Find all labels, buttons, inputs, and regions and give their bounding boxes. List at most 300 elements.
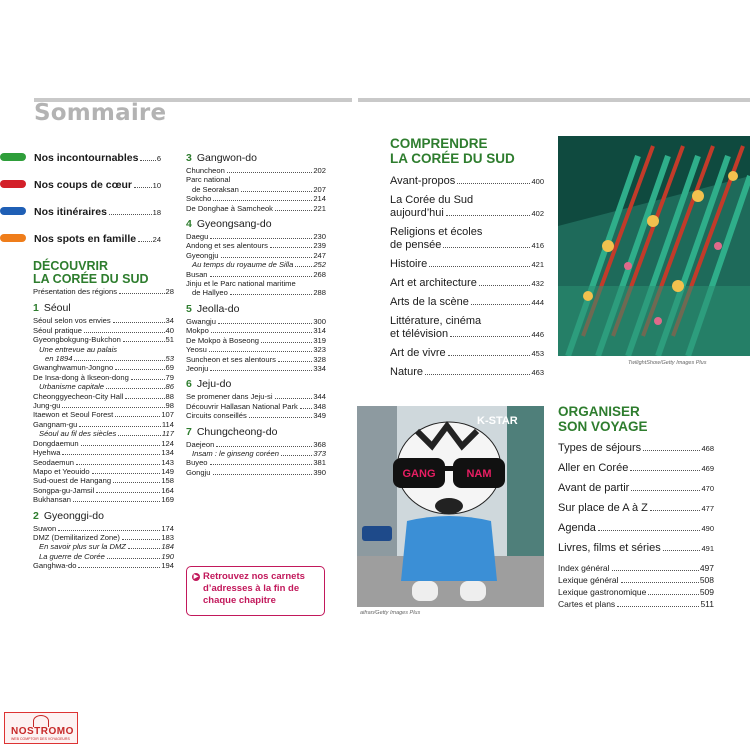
dot-leader bbox=[249, 417, 313, 418]
region-heading[interactable] bbox=[186, 426, 326, 439]
toc-entry-title: De Donghae à Samcheok bbox=[186, 203, 273, 213]
dot-leader bbox=[221, 257, 313, 258]
highlight-page: 6 bbox=[156, 154, 161, 163]
toc-entry-page: 53 bbox=[165, 354, 174, 364]
toc-entry[interactable] bbox=[390, 258, 544, 271]
dot-leader bbox=[78, 567, 160, 568]
dot-leader bbox=[115, 369, 164, 370]
toc-entry-page: 432 bbox=[531, 279, 544, 288]
dot-leader bbox=[278, 361, 312, 362]
kstar-sign: K-STAR bbox=[477, 415, 518, 427]
temple-photo-credit: TwilightShow/Getty Images Plus bbox=[628, 360, 707, 366]
toc-entry-title: Livres, films et séries bbox=[558, 542, 661, 554]
dot-leader bbox=[79, 426, 161, 427]
toc-entry-page: 402 bbox=[531, 209, 544, 218]
highlight-page: 24 bbox=[152, 235, 161, 244]
toc-entry[interactable] bbox=[33, 363, 174, 372]
toc-entry-title: DMZ (Demilitarized Zone) bbox=[33, 532, 120, 542]
region-heading[interactable] bbox=[33, 302, 174, 315]
toc-entry[interactable] bbox=[186, 392, 326, 401]
toc-entry-page: 349 bbox=[313, 411, 326, 421]
region-name: Jeolla-do bbox=[196, 302, 240, 315]
toc-entry[interactable] bbox=[390, 226, 544, 252]
highlight-entry[interactable] bbox=[0, 233, 161, 246]
toc-entry[interactable] bbox=[186, 185, 326, 194]
toc-entry-title: Jeonju bbox=[186, 363, 209, 373]
dot-leader bbox=[213, 200, 312, 201]
toc-entry[interactable] bbox=[33, 429, 174, 438]
color-tab-icon bbox=[0, 153, 26, 161]
dot-leader bbox=[107, 558, 160, 559]
dot-leader bbox=[450, 336, 530, 337]
toc-entry-title: Sokcho bbox=[186, 194, 212, 204]
toc-entry-title: Séoul au fil des siècles bbox=[39, 429, 117, 439]
toc-entry-page: 194 bbox=[161, 561, 174, 571]
region-number: 1 bbox=[33, 302, 39, 315]
dot-leader bbox=[210, 464, 313, 465]
toc-entry[interactable] bbox=[186, 288, 326, 297]
highlight-entry[interactable] bbox=[0, 206, 161, 219]
toc-entry-title: Circuits conseillés bbox=[186, 411, 247, 421]
dot-leader bbox=[275, 210, 312, 211]
toc-entry-page: 34 bbox=[165, 316, 174, 326]
toc-entry-page: 214 bbox=[313, 194, 326, 204]
toc-entry[interactable] bbox=[390, 175, 544, 188]
dot-leader bbox=[81, 445, 161, 446]
toc-entry-title: Itaewon et Seoul Forest bbox=[33, 410, 114, 420]
toc-entry-page: 158 bbox=[161, 476, 174, 486]
toc-entry[interactable] bbox=[186, 166, 326, 175]
toc-entry-page: 230 bbox=[313, 232, 326, 242]
toc-entry-title: Aller en Corée bbox=[558, 462, 629, 474]
toc-entry-page: 477 bbox=[701, 504, 714, 513]
comprendre-list bbox=[390, 175, 544, 379]
toc-entry-page: 98 bbox=[165, 401, 174, 411]
toc-entry-title: Jung-gu bbox=[33, 401, 61, 411]
toc-entry[interactable] bbox=[33, 448, 174, 457]
toc-entry[interactable] bbox=[186, 194, 326, 203]
dot-leader bbox=[230, 294, 312, 295]
logo-tagline: WEB COMPTOIR DES VOYAGEURS bbox=[11, 737, 70, 741]
toc-entry-title: Au temps du royaume de Silla bbox=[192, 260, 294, 270]
toc-entry[interactable] bbox=[186, 317, 326, 326]
toc-entry[interactable] bbox=[33, 533, 174, 542]
toc-entry-title-line2: et télévision bbox=[390, 328, 449, 340]
toc-entry-page: 300 bbox=[313, 316, 326, 326]
toc-entry-title: Gwanghwamun-Jongno bbox=[33, 363, 114, 373]
region-heading[interactable] bbox=[186, 303, 326, 316]
toc-entry[interactable] bbox=[33, 439, 174, 448]
organiser-column bbox=[558, 404, 714, 610]
toc-entry[interactable] bbox=[186, 279, 326, 288]
region-number: 4 bbox=[186, 218, 192, 231]
toc-entry-title: De Insa-dong à Ikseon-dong bbox=[33, 372, 129, 382]
regions-column bbox=[186, 150, 326, 482]
region-number: 7 bbox=[186, 425, 192, 438]
region-entries bbox=[186, 317, 326, 373]
dot-leader bbox=[119, 293, 165, 294]
bear-photo-credit: aifran/Getty Images Plus bbox=[360, 610, 421, 616]
glasses-left-label: GANG bbox=[402, 468, 436, 480]
toc-entry-title: Arts de la scène bbox=[390, 296, 469, 308]
toc-entry[interactable] bbox=[33, 495, 174, 504]
dot-leader bbox=[123, 341, 165, 342]
toc-entry[interactable] bbox=[33, 552, 174, 561]
dot-leader bbox=[122, 539, 160, 540]
toc-entry-page: 328 bbox=[313, 354, 326, 364]
toc-entry-title: Dongdaemun bbox=[33, 438, 79, 448]
dot-leader bbox=[216, 446, 312, 447]
toc-entry[interactable] bbox=[33, 542, 174, 551]
toc-entry[interactable] bbox=[186, 336, 326, 345]
comprendre-heading-line1: COMPRENDRE bbox=[390, 136, 488, 151]
toc-entry[interactable] bbox=[33, 287, 174, 296]
toc-entry-title: De Mokpo à Boseong bbox=[186, 335, 260, 345]
toc-entry[interactable] bbox=[558, 442, 714, 455]
address-callout bbox=[186, 566, 325, 616]
toc-entry[interactable] bbox=[558, 482, 714, 495]
gangnam-bear-illustration bbox=[357, 406, 544, 607]
region-name: Chungcheong-do bbox=[196, 425, 278, 438]
toc-entry[interactable] bbox=[33, 476, 174, 485]
toc-entry-page: 416 bbox=[531, 241, 544, 250]
dot-leader bbox=[663, 550, 701, 551]
toc-entry-page: 252 bbox=[313, 260, 326, 270]
dot-leader bbox=[261, 342, 312, 343]
toc-entry[interactable] bbox=[186, 468, 326, 477]
dot-leader bbox=[113, 322, 165, 323]
color-tab-icon bbox=[0, 234, 26, 242]
toc-entry[interactable] bbox=[186, 449, 326, 458]
region-heading[interactable] bbox=[186, 218, 326, 231]
toc-entry[interactable] bbox=[186, 232, 326, 241]
toc-entry-page: 491 bbox=[701, 544, 714, 553]
toc-entry-title: Hyehwa bbox=[33, 448, 61, 458]
toc-entry-title: Avant-propos bbox=[390, 175, 456, 187]
toc-entry-title: Cheonggyecheon-City Hall bbox=[33, 391, 124, 401]
toc-entry[interactable] bbox=[390, 277, 544, 290]
toc-entry[interactable] bbox=[186, 440, 326, 449]
dot-leader bbox=[630, 470, 700, 471]
toc-entry-page: 169 bbox=[161, 495, 174, 505]
dot-leader bbox=[140, 160, 155, 161]
toc-entry-page: 470 bbox=[701, 484, 714, 493]
dot-leader bbox=[128, 548, 160, 549]
dot-leader bbox=[109, 214, 152, 215]
dot-leader bbox=[429, 266, 530, 267]
region-heading[interactable] bbox=[186, 378, 326, 391]
toc-entry-page: 124 bbox=[161, 438, 174, 448]
toc-entry-page: 86 bbox=[165, 382, 174, 392]
toc-entry[interactable] bbox=[33, 458, 174, 467]
toc-entry[interactable] bbox=[558, 586, 714, 598]
toc-entry-title: Gyeongju bbox=[186, 250, 219, 260]
toc-entry-title: Daegu bbox=[186, 232, 209, 242]
toc-entry[interactable] bbox=[186, 355, 326, 364]
toc-entry-page: 334 bbox=[313, 363, 326, 373]
dot-leader bbox=[648, 594, 698, 595]
dot-leader bbox=[218, 323, 312, 324]
toc-entry[interactable] bbox=[33, 316, 174, 325]
toc-entry-title: de Hallyeo bbox=[192, 288, 228, 298]
toc-entry[interactable] bbox=[33, 373, 174, 382]
toc-entry-title: Lexique général bbox=[558, 575, 619, 585]
toc-entry[interactable] bbox=[186, 260, 326, 269]
toc-entry-page: 368 bbox=[313, 439, 326, 449]
logo-name: NOSTROMO bbox=[11, 726, 74, 737]
region-heading[interactable] bbox=[186, 152, 326, 165]
callout-text: Retrouvez nos carnets d’adresses à la fin de chaque chapitre bbox=[203, 571, 305, 606]
toc-entry-page: 348 bbox=[313, 401, 326, 411]
toc-entry[interactable] bbox=[33, 401, 174, 410]
color-tab-icon bbox=[0, 207, 26, 215]
toc-entry[interactable] bbox=[558, 522, 714, 535]
toc-entry-title: Types de séjours bbox=[558, 442, 642, 454]
dot-leader bbox=[612, 570, 699, 571]
toc-entry-title: Sud-ouest de Hangang bbox=[33, 476, 112, 486]
toc-entry[interactable] bbox=[33, 392, 174, 401]
region-entries bbox=[33, 524, 174, 571]
toc-entry[interactable] bbox=[33, 326, 174, 335]
toc-entry[interactable] bbox=[558, 574, 714, 586]
toc-entry-title: Gwangju bbox=[186, 316, 216, 326]
toc-entry-title: Ganghwa-do bbox=[33, 561, 77, 571]
highlight-label: Nos coups de cœur bbox=[34, 179, 133, 191]
dot-leader bbox=[118, 435, 161, 436]
dot-leader bbox=[138, 241, 152, 242]
toc-entry-page: 469 bbox=[701, 464, 714, 473]
toc-entry-page: 468 bbox=[701, 444, 714, 453]
toc-entry[interactable] bbox=[186, 411, 326, 420]
toc-entry-title-line2: aujourd’hui bbox=[390, 207, 444, 219]
dot-leader bbox=[281, 455, 312, 456]
toc-entry[interactable] bbox=[390, 366, 544, 379]
toc-entry-title: Séoul pratique bbox=[33, 325, 82, 335]
toc-entry-title: Gyeongbokgung-Bukchon bbox=[33, 335, 121, 345]
toc-entry[interactable] bbox=[186, 175, 326, 184]
temple-eaves-illustration bbox=[558, 136, 750, 356]
toc-entry-page: 421 bbox=[531, 260, 544, 269]
toc-entry[interactable] bbox=[186, 326, 326, 335]
toc-entry-title: Busan bbox=[186, 269, 208, 279]
toc-entry-title: Lexique gastronomique bbox=[558, 587, 647, 597]
toc-entry[interactable] bbox=[33, 354, 174, 363]
highlight-label: Nos spots en famille bbox=[34, 233, 137, 245]
toc-entry-page: 463 bbox=[531, 368, 544, 377]
toc-entry[interactable] bbox=[33, 486, 174, 495]
region-number: 2 bbox=[33, 509, 39, 522]
region-number: 6 bbox=[186, 378, 192, 391]
toc-entry-page: 88 bbox=[165, 391, 174, 401]
toc-entry-title: Présentation des régions bbox=[33, 287, 118, 296]
toc-entry-page: 202 bbox=[313, 166, 326, 175]
dot-leader bbox=[227, 172, 312, 173]
comprendre-heading-line2: LA CORÉE DU SUD bbox=[390, 151, 515, 166]
toc-entry-title: Avant de partir bbox=[558, 482, 630, 494]
decouvrir-intro bbox=[33, 287, 174, 296]
highlight-label: Nos itinéraires bbox=[34, 206, 107, 218]
toc-entry-title-line2: de pensée bbox=[390, 239, 442, 251]
dot-leader bbox=[106, 388, 165, 389]
toc-entry-page: 446 bbox=[531, 330, 544, 339]
toc-entry[interactable] bbox=[186, 345, 326, 354]
toc-entry-page: 183 bbox=[161, 532, 174, 542]
dot-leader bbox=[125, 398, 164, 399]
toc-entry-page: 51 bbox=[165, 335, 174, 345]
dot-leader bbox=[300, 408, 312, 409]
toc-entry-title-line1: Littérature, cinéma bbox=[390, 315, 482, 327]
toc-entry-page: 323 bbox=[313, 345, 326, 355]
toc-entry[interactable] bbox=[186, 251, 326, 260]
toc-entry-page: 314 bbox=[313, 326, 326, 336]
toc-entry-page: 149 bbox=[161, 466, 174, 476]
toc-entry-page: 69 bbox=[165, 363, 174, 373]
dot-leader bbox=[275, 398, 313, 399]
toc-entry[interactable] bbox=[186, 270, 326, 279]
highlight-entry[interactable] bbox=[0, 152, 161, 165]
toc-entry-title: Histoire bbox=[390, 258, 428, 270]
organiser-heading-line1: ORGANISER bbox=[558, 404, 640, 419]
region-entries bbox=[33, 316, 174, 504]
toc-entry-title-line1: Religions et écoles bbox=[390, 226, 483, 238]
gangnam-bear-photo bbox=[357, 406, 544, 607]
dot-leader bbox=[211, 332, 313, 333]
toc-entry[interactable] bbox=[33, 335, 174, 344]
comprendre-column bbox=[390, 136, 544, 385]
toc-entry[interactable] bbox=[33, 561, 174, 570]
toc-entry[interactable] bbox=[33, 410, 174, 419]
toc-entry[interactable] bbox=[186, 204, 326, 213]
toc-entry-title: Une entrevue au palais bbox=[39, 344, 118, 354]
toc-entry[interactable] bbox=[186, 364, 326, 373]
region-name: Séoul bbox=[43, 302, 71, 315]
decouvrir-heading-line1: DÉCOUVRIR bbox=[33, 259, 109, 273]
toc-entry[interactable] bbox=[390, 194, 544, 220]
top-rule-right bbox=[358, 98, 750, 102]
dot-leader bbox=[270, 247, 312, 248]
toc-entry-title: Jinju et le Parc national maritime bbox=[186, 279, 296, 289]
toc-entry-page: 344 bbox=[313, 392, 326, 402]
dot-leader bbox=[479, 285, 531, 286]
region-entries bbox=[186, 392, 326, 420]
dot-leader bbox=[631, 490, 700, 491]
toc-entry-title: Parc national bbox=[186, 175, 231, 185]
dot-leader bbox=[471, 304, 531, 305]
toc-entry-page: 268 bbox=[313, 269, 326, 279]
toc-entry-title: Bukhansan bbox=[33, 495, 71, 505]
dot-leader bbox=[241, 191, 312, 192]
toc-entry[interactable] bbox=[186, 241, 326, 250]
toc-entry[interactable] bbox=[558, 542, 714, 555]
dot-leader bbox=[621, 582, 699, 583]
dot-leader bbox=[92, 473, 161, 474]
decouvrir-column bbox=[33, 260, 174, 576]
toc-entry-title: Seodaemun bbox=[33, 457, 74, 467]
toc-entry-page: 381 bbox=[313, 458, 326, 468]
toc-entry[interactable] bbox=[33, 345, 174, 354]
toc-entry[interactable] bbox=[390, 347, 544, 360]
toc-entry-page: 190 bbox=[161, 551, 174, 561]
toc-entry[interactable] bbox=[33, 467, 174, 476]
toc-entry[interactable] bbox=[558, 502, 714, 515]
region-name: Gyeongsang-do bbox=[196, 218, 272, 231]
toc-entry-page: 207 bbox=[313, 184, 326, 194]
page-title: Sommaire bbox=[34, 100, 167, 126]
toc-entry-page: 508 bbox=[699, 575, 714, 585]
toc-entry-title: Agenda bbox=[558, 522, 596, 534]
toc-entry[interactable] bbox=[558, 598, 714, 610]
glasses-right-label: NAM bbox=[466, 468, 492, 480]
region-number: 3 bbox=[186, 152, 192, 164]
region-name: Gangwon-do bbox=[196, 152, 257, 164]
toc-entry-page: 134 bbox=[161, 448, 174, 458]
color-tab-icon bbox=[0, 180, 26, 188]
toc-entry-page: 509 bbox=[699, 587, 714, 597]
toc-entry-page: 453 bbox=[531, 349, 544, 358]
dot-leader bbox=[213, 474, 313, 475]
dot-leader bbox=[295, 266, 312, 267]
toc-entry-title: Daejeon bbox=[186, 439, 215, 449]
dot-leader bbox=[134, 187, 152, 188]
dot-leader bbox=[84, 332, 165, 333]
toc-entry-page: 319 bbox=[313, 335, 326, 345]
decouvrir-heading-line2: LA CORÉE DU SUD bbox=[33, 272, 149, 286]
toc-entry-page: 114 bbox=[161, 419, 174, 429]
toc-entry-page: 28 bbox=[165, 287, 174, 296]
temple-eaves-photo bbox=[558, 136, 750, 356]
toc-entry[interactable] bbox=[186, 402, 326, 411]
toc-entry[interactable] bbox=[33, 382, 174, 391]
toc-entry[interactable] bbox=[558, 562, 714, 574]
toc-entry[interactable] bbox=[33, 420, 174, 429]
dot-leader bbox=[643, 450, 700, 451]
region-number: 5 bbox=[186, 302, 192, 315]
toc-entry-title: Se promener dans Jeju-si bbox=[186, 392, 273, 402]
toc-entry-page: 239 bbox=[313, 241, 326, 251]
toc-entry-page: 288 bbox=[313, 288, 326, 298]
toc-entry-title: Art et architecture bbox=[390, 277, 477, 289]
dot-leader bbox=[76, 464, 160, 465]
highlight-page: 18 bbox=[152, 208, 161, 217]
toc-entry-page: 511 bbox=[700, 599, 714, 609]
toc-entry[interactable] bbox=[558, 462, 714, 475]
dot-leader bbox=[131, 379, 165, 380]
toc-entry-page: 497 bbox=[699, 563, 714, 573]
highlight-entry[interactable] bbox=[0, 179, 161, 192]
toc-entry-page: 107 bbox=[161, 410, 174, 420]
dot-leader bbox=[598, 530, 701, 531]
nostromo-logo bbox=[4, 712, 78, 744]
region-heading[interactable] bbox=[33, 510, 174, 523]
toc-entry-page: 184 bbox=[161, 542, 174, 552]
toc-entry[interactable] bbox=[33, 524, 174, 533]
highlight-page: 10 bbox=[152, 181, 161, 190]
toc-entry-title: Suncheon et ses alentours bbox=[186, 354, 276, 364]
toc-entry-title: Sur place de A à Z bbox=[558, 502, 648, 514]
highlights-block bbox=[0, 152, 161, 260]
toc-entry[interactable] bbox=[186, 458, 326, 467]
toc-entry[interactable] bbox=[390, 315, 544, 341]
toc-entry-title: de Seoraksan bbox=[192, 184, 239, 194]
toc-entry[interactable] bbox=[390, 296, 544, 309]
toc-entry-title: Art de vivre bbox=[390, 347, 446, 359]
region-name: Jeju-do bbox=[196, 378, 232, 391]
toc-entry-title: Mokpo bbox=[186, 326, 209, 336]
arrow-right-icon: ▶ bbox=[193, 574, 199, 580]
toc-entry-title: Gangnam-gu bbox=[33, 419, 78, 429]
toc-entry-title: Suwon bbox=[33, 523, 57, 533]
dot-leader bbox=[113, 482, 160, 483]
